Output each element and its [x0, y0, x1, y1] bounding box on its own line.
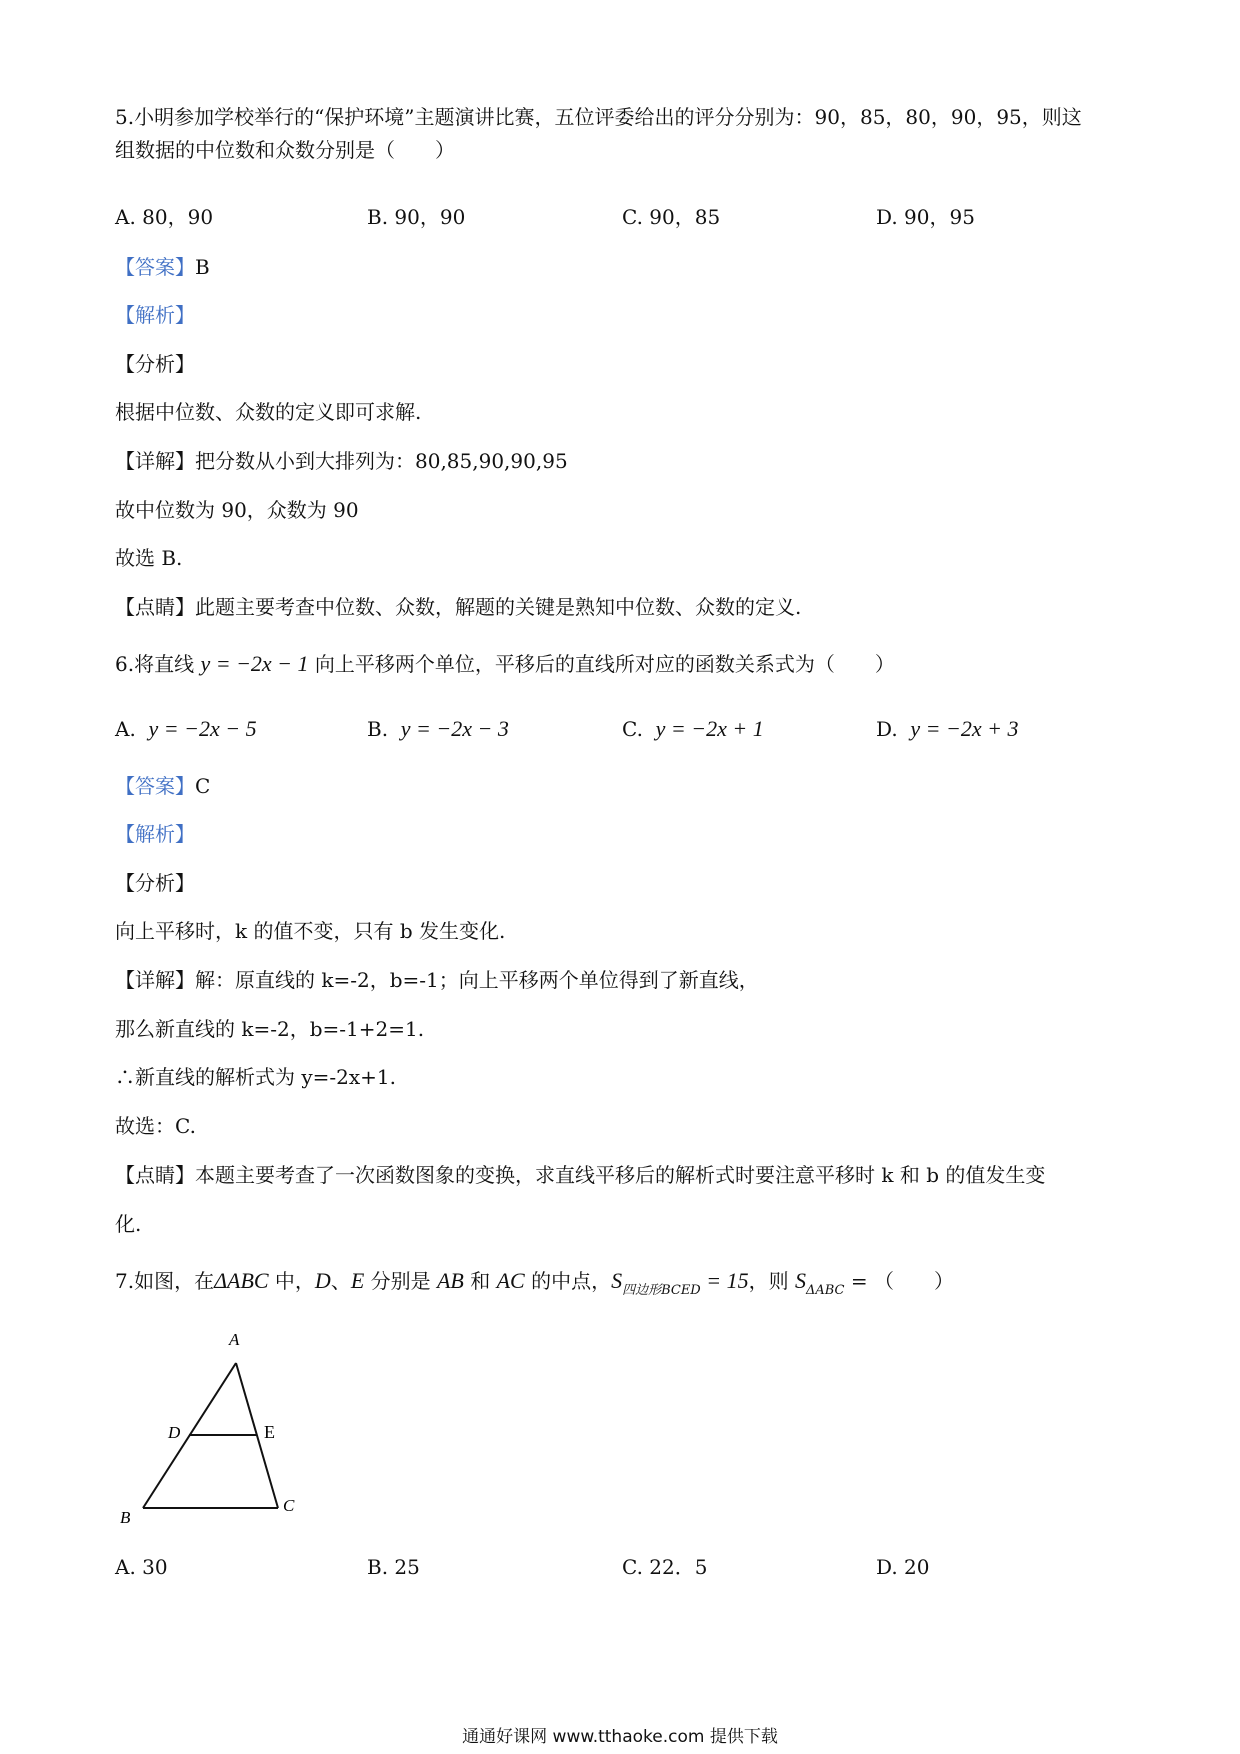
q7-text-2: 中， [268, 1269, 315, 1293]
q6-answer-tag: 【答案】 [115, 774, 195, 798]
q5-answer-value: B [195, 255, 210, 279]
q5-answer [115, 253, 210, 281]
q7-stem [115, 1267, 954, 1299]
q5-stem-line1: 5.小明参加学校举行的“保护环境”主题演讲比赛，五位评委给出的评分分别为：90，85，80，90，95，则这 [115, 105, 1082, 129]
q6-stem [115, 650, 895, 678]
q7-text-6: ，则 [748, 1269, 795, 1293]
q5-option-b: B. 90，90 [367, 205, 466, 229]
q6-dianjing-line2: 化. [115, 1212, 142, 1236]
q5-detail2: 故中位数为 90，众数为 90 [115, 498, 359, 522]
q7-text-3: 分别是 [364, 1269, 437, 1293]
q6-option-a-eq: y = −2x − 5 [148, 716, 257, 741]
label-a: A [229, 1330, 240, 1349]
q6-fenxi-text: 向上平移时，k 的值不变，只有 b 发生变化. [115, 919, 506, 943]
q5-fenxi-text: 根据中位数、众数的定义即可求解. [115, 400, 422, 424]
q5-stem-line2: 组数据的中位数和众数分别是（ ） [115, 138, 455, 162]
q5-analysis-tag: 【解析】 [115, 303, 195, 327]
q5-option-a: A. 80，90 [115, 205, 214, 229]
q7-area-sub2: ΔABC [805, 1283, 845, 1298]
q6-choose: 故选：C. [115, 1114, 196, 1138]
q6-analysis-tag: 【解析】 [115, 822, 195, 846]
label-c: C [283, 1496, 295, 1515]
q6-answer [115, 772, 210, 800]
q7-text-5: 的中点， [524, 1269, 612, 1293]
q7-area-s: S [611, 1268, 623, 1293]
q6-option-c [622, 715, 764, 743]
q7-option-a: A. 30 [115, 1555, 168, 1579]
label-b: B [120, 1508, 131, 1527]
q6-option-d [876, 715, 1018, 743]
q7-option-b: B. 25 [367, 1555, 420, 1579]
q6-option-c-eq: y = −2x + 1 [655, 716, 764, 741]
q5-detail: 【详解】把分数从小到大排列为：80,85,90,90,95 [115, 449, 568, 473]
q7-area-sub: 四边形BCED [622, 1283, 701, 1298]
q7-option-c: C. 22．5 [622, 1555, 708, 1579]
q6-option-b-eq: y = −2x − 3 [400, 716, 509, 741]
q6-prefix: 6.将直线 [115, 652, 201, 676]
q7-area-eq: = 15 [700, 1268, 749, 1293]
q6-equation: y = −2x − 1 [200, 651, 309, 676]
q7-text-1: 7.如图，在 [115, 1269, 215, 1293]
q6-fenxi-tag: 【分析】 [115, 871, 195, 895]
q5-choose: 故选 B. [115, 546, 183, 570]
q7-text-7: = （ ） [844, 1269, 954, 1293]
q6-option-a-label: A. [115, 717, 136, 741]
label-e: E [264, 1422, 275, 1442]
q6-dianjing-line1: 【点睛】本题主要考查了一次函数图象的变换，求直线平移后的解析式时要注意平移时 k 和 b 的值发生变 [115, 1163, 1046, 1187]
q7-text-4: 和 [463, 1269, 497, 1293]
q7-point-d: D [314, 1268, 331, 1293]
q6-answer-value: C [195, 774, 211, 798]
q7-point-e: E [350, 1268, 365, 1293]
q7-triangle: ΔABC [214, 1268, 269, 1293]
q6-option-b-label: B. [367, 717, 389, 741]
q7-seg-ac: AC [496, 1268, 525, 1293]
label-d: D [168, 1423, 181, 1442]
q5-fenxi-tag: 【分析】 [115, 352, 195, 376]
q7-triangle-figure [110, 1325, 310, 1530]
q6-option-b [367, 715, 509, 743]
q7-area-s2: S [794, 1268, 806, 1293]
q6-option-d-label: D. [876, 717, 898, 741]
q5-answer-tag: 【答案】 [115, 255, 195, 279]
footer: 通通好课网 www.tthaoke.com 提供下载 [462, 1727, 778, 1747]
q5-option-c: C. 90，85 [622, 205, 721, 229]
q6-suffix: 向上平移两个单位，平移后的直线所对应的函数关系式为（ ） [308, 652, 895, 676]
q6-option-c-label: C. [622, 717, 643, 741]
q7-seg-ab: AB [436, 1268, 464, 1293]
q6-detail2: 那么新直线的 k=-2，b=-1+2=1. [115, 1017, 425, 1041]
q6-option-d-eq: y = −2x + 3 [910, 716, 1019, 741]
q6-detail3: ∴新直线的解析式为 y=-2x+1. [115, 1065, 397, 1089]
q7-sep: 、 [330, 1269, 351, 1293]
q6-detail1: 【详解】解：原直线的 k=-2，b=-1；向上平移两个单位得到了新直线， [115, 968, 759, 992]
q6-option-a [115, 715, 257, 743]
q7-option-d: D. 20 [876, 1555, 930, 1579]
q5-option-d: D. 90，95 [876, 205, 975, 229]
q5-dianjing: 【点睛】此题主要考查中位数、众数，解题的关键是熟知中位数、众数的定义. [115, 595, 802, 619]
